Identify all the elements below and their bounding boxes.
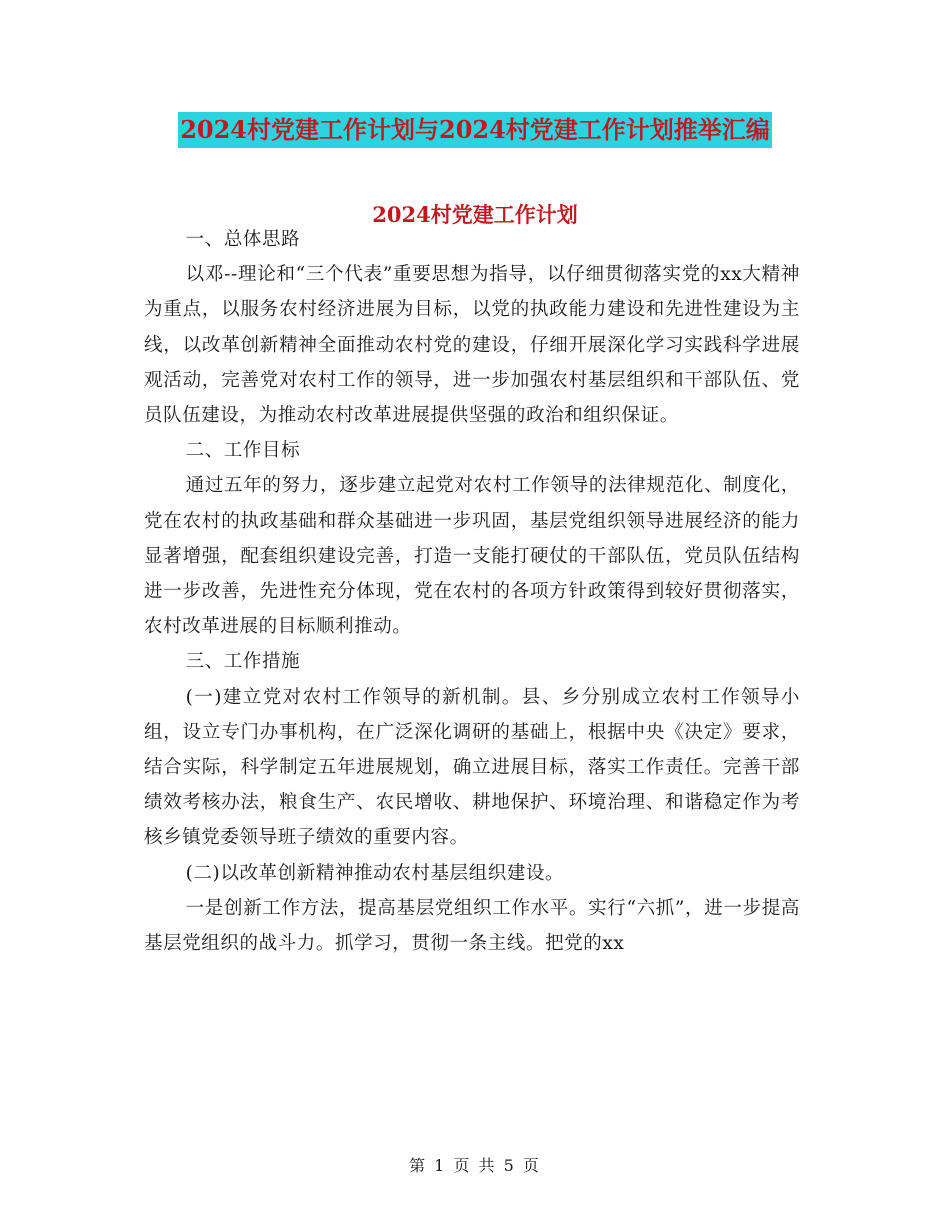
document-body xyxy=(144,222,800,961)
paragraph-measure-two-detail: 一是创新工作方法，提高基层党组织工作水平。实行“六抓”，进一步提高基层党组织的战斗力。抓学习，贯彻一条主线。把党的xx xyxy=(144,897,800,955)
document-title-container xyxy=(0,112,950,148)
page-footer: 第 1 页 共 5 页 xyxy=(409,1156,541,1175)
paragraph-measure-two-heading: (二)以改革创新精神推动农村基层组织建设。 xyxy=(185,862,565,884)
paragraph-measure-one: (一)建立党对农村工作领导的新机制。县、乡分别成立农村工作领导小组，设立专门办事机构，在广泛深化调研的基础上，根据中央《决定》要求，结合实际，科学制定五年进展规划，确立进展目标，落实工作责任。完善干部绩效考核办法，粮食生产、农民增收、耕地保护、环境治理、和谐稳定作为考核乡镇党委领导班子绩效的重要内容。 xyxy=(144,686,800,849)
heading-work-goals: 二、工作目标 xyxy=(185,440,301,462)
paragraph-work-goals: 通过五年的努力，逐步建立起党对农村工作领导的法律规范化、制度化，党在农村的执政基础和群众基础进一步巩固，基层党组织领导进展经济的能力显著增强，配套组织建设完善，打造一支能打硬仗的干部队伍，党员队伍结构进一步改善，先进性充分体现，党在农村的各项方针政策得到较好贯彻落实，农村改革进展的目标顺利推动。 xyxy=(144,475,800,638)
heading-overall-idea: 一、总体思路 xyxy=(185,229,301,250)
paragraph-overall-idea: 以邓--理论和“三个代表”重要思想为指导，以仔细贯彻落实党的xx大精神为重点，以服务农村经济进展为目标，以党的执政能力建设和先进性建设为主线，以改革创新精神全面推动农村党的建设，仔细开展深化学习实践科学进展观活动，完善党对农村工作的领导，进一步加强农村基层组织和干部队伍、党员队伍建设，为推动农村改革进展提供坚强的政治和组织保证。 xyxy=(144,264,800,427)
document-title: 2024村党建工作计划与2024村党建工作计划推举汇编 xyxy=(178,112,772,148)
heading-work-measures: 三、工作措施 xyxy=(185,651,301,673)
section-title: 2024村党建工作计划 xyxy=(372,202,578,227)
